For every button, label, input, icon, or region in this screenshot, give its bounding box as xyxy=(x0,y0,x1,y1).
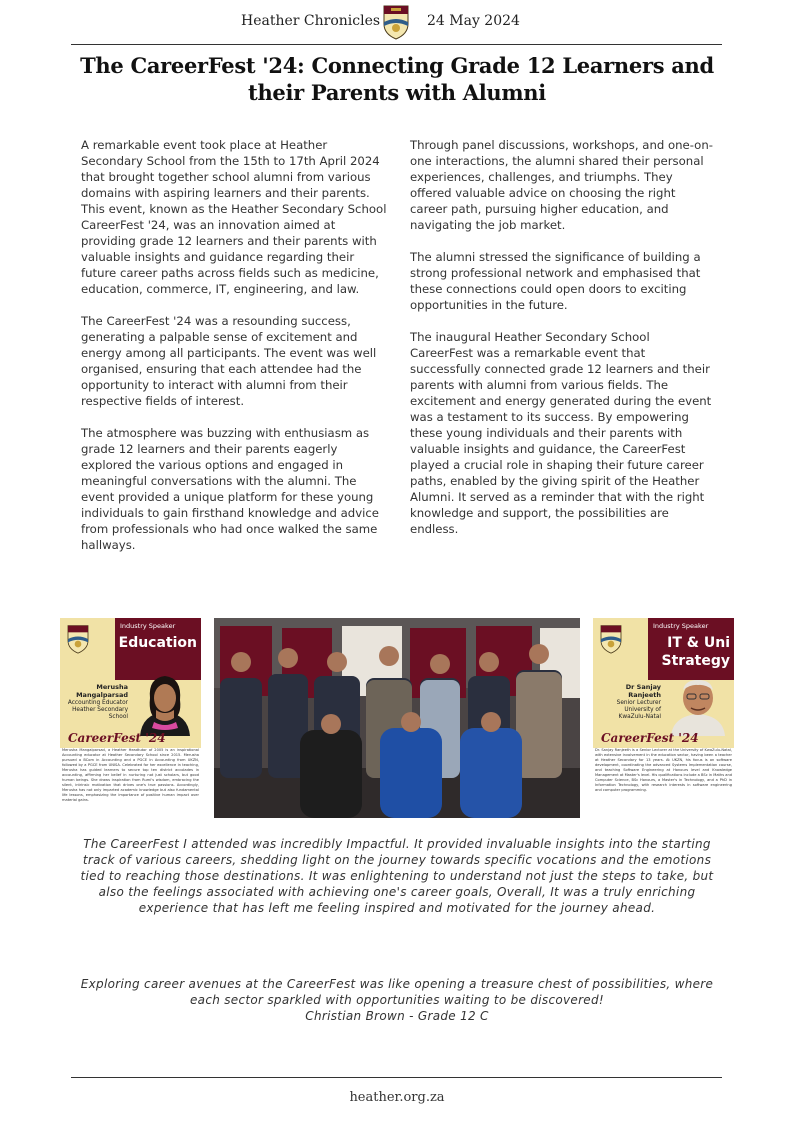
page-header xyxy=(0,4,794,42)
paragraph: The inaugural Heather Secondary School CareerFest was a remarkable event that successfully connected grade 12 learners and their parents with alumni from various fields. The excitement and energy generated during the event was a testament to its success. By empowering these young individuals and their parents with valuable insights and guidance, the CareerFest played a crucial role in shaping their future career paths, enabled by the giving spirit of the Heather Alumni. It served as a reminder that with the right knowledge and support, the possibilities are endless. xyxy=(410,330,712,536)
speaker-name: Dr Sanjay Ranjeeth xyxy=(625,683,661,699)
speaker-name: Merusha Mangalparsad xyxy=(76,683,128,699)
speaker-role: Senior Lecturer University of KwaZulu-Natal xyxy=(616,700,661,720)
testimonial-quote: The CareerFest I attended was incredibly Impactful. It provided invaluable insights into the starting track of various careers, shedding light on the journey towards specific vocations and the emotions tied to reaching those destinations. It was enlightening to understand not just the steps to take, but also the feelings associated with achieving one's career goals, Overall, It was a truly enriching experience that has left me feeling inspired and motivated for the journey ahead. xyxy=(80,837,714,915)
school-crest-icon xyxy=(66,624,90,654)
speaker-portrait xyxy=(132,670,198,736)
testimonial-quote: Exploring career avenues at the CareerFest was like opening a treasure chest of possibilities, where each sector sparkled with opportunities waiting to be discovered! xyxy=(80,977,714,1007)
paragraph: The CareerFest '24 was a resounding success, generating a palpable sense of excitement and energy among all participants. The event was well organised, ensuring that each attendee had the opportunity to interact with alumni from their respective fields of interest. xyxy=(81,314,377,408)
article-title: The CareerFest '24: Connecting Grade 12 Learners and their Parents with Alumni xyxy=(80,53,714,105)
header-divider xyxy=(71,44,722,45)
speaker-portrait xyxy=(665,670,731,736)
paragraph: The atmosphere was buzzing with enthusiasm as grade 12 learners and their parents eagerly explored the various options and engaged in meaningful conversations with the alumni. The event provided a unique platform for these young individuals to gain firsthand knowledge and advice from professionals who had once walked the same hallways. xyxy=(81,426,380,552)
paragraph: A remarkable event took place at Heather Secondary School from the 15th to 17th April 2024 that brought together school alumni from various domains with aspiring learners and their parents. This event, known as the Heather Secondary School CareerFest '24, was an innovation aimed at providing grade 12 learners and their parents with valuable insights and guidance regarding their future career paths across fields such as medicine, education, commerce, IT, engineering, and law. xyxy=(81,138,387,296)
speaker-card-it xyxy=(593,618,734,818)
footer-website-link[interactable]: heather.org.za xyxy=(349,1090,445,1105)
paragraph: Through panel discussions, workshops, and one-on-one interactions, the alumni shared their personal experiences, challenges, and triumphs. They offered valuable advice on choosing the right career path, pursuing higher education, and navigating the job market. xyxy=(410,138,713,232)
speaker-bio: Dr. Sanjay Ranjeeth is a Senior Lecturer at the University of KwaZulu-Natal, with extensive involvement in the education sector, having been a teacher at Heather Secondary for 13 years. At UKZN, his focus is on software development, coordinating the advanced Systems Implementation course, and teaching Software Engineering at Honours level and Knowledge Management at Master's level. His qualifications include a BSc in Maths and Computer Science, BSc Honours, a Master's in Technology, and a PhD in Information Technology, with research interests in software engineering and computer programming. xyxy=(595,748,732,792)
testimonial-author: Christian Brown - Grade 12 C xyxy=(305,1009,489,1023)
article-column-left xyxy=(81,137,391,569)
card-subject: Education xyxy=(118,635,197,651)
event-label: CareerFest '24 xyxy=(601,731,699,745)
speaker-bio: Merusha Mangalparsad, a Heather Headtutor of 2005 is an inspirational Accounting educator at Heather Secondary School since 2015. Merusha pursued a BCom in Accounting and a PGCE in Accounting from UKZN, followed by a PGCE from UNISA. Celebrated for her excellence in teaching, Merusha has guided learners to secure top ten district accolades in accounting, affirming her belief in nurturing not just scholars, but good human beings. She draws inspiration from Rumi's wisdom, embracing the silent, intrinsic motivation that drives one's true passions. Accordingly, Merusha has not only imparted academic knowledge but also fundamental life lessons, emphasizing the importance of positive human impact over material gains. xyxy=(62,748,199,802)
card-subject: IT & Uni Strategy xyxy=(661,635,730,669)
footer-divider xyxy=(71,1077,722,1078)
school-crest-icon xyxy=(599,624,623,654)
speaker-role: Accounting Educator Heather Secondary School xyxy=(67,700,128,720)
card-badge: Industry Speaker xyxy=(120,622,176,630)
speaker-card-education xyxy=(60,618,201,818)
event-label: CareerFest '24 xyxy=(68,731,166,745)
article-column-right xyxy=(410,137,714,553)
school-crest-icon xyxy=(382,4,410,40)
card-badge: Industry Speaker xyxy=(653,622,709,630)
photo-strip xyxy=(0,618,794,818)
publication-name: Heather Chronicles xyxy=(241,13,381,29)
paragraph: The alumni stressed the significance of building a strong professional network and emphasised that these connections could open doors to exciting opportunities in the future. xyxy=(410,250,701,312)
group-photo xyxy=(214,618,580,818)
issue-date: 24 May 2024 xyxy=(427,13,520,29)
